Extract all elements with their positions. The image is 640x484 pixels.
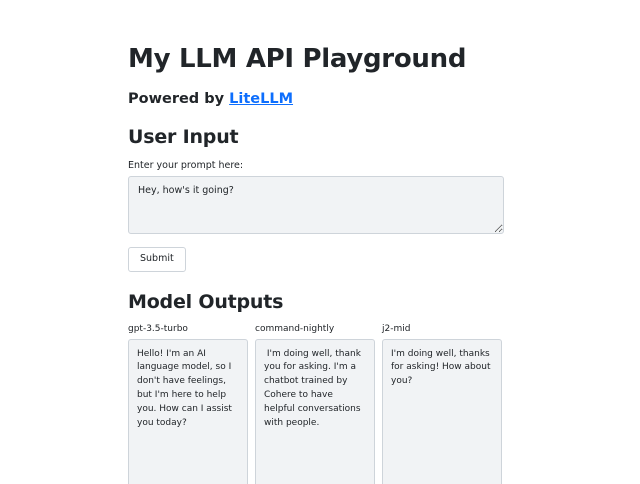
output-label-gpt-3-5-turbo: gpt-3.5-turbo	[128, 323, 188, 334]
output-textarea-gpt-3-5-turbo[interactable]	[128, 339, 248, 484]
output-textarea-command-nightly[interactable]	[255, 339, 375, 484]
output-column-gpt-3-5-turbo	[128, 324, 248, 484]
submit-button[interactable]: Submit	[128, 247, 186, 271]
powered-by-text: Powered by	[128, 91, 230, 108]
powered-by-line	[128, 91, 504, 107]
output-textarea-j2-mid[interactable]	[382, 339, 502, 484]
submit-row	[128, 246, 504, 271]
page-title: My LLM API Playground	[128, 44, 467, 74]
model-outputs-heading: Model Outputs	[128, 290, 284, 313]
output-column-command-nightly	[255, 324, 375, 484]
user-input-heading: User Input	[128, 126, 239, 149]
content-container	[128, 0, 504, 484]
output-label-j2-mid: j2-mid	[382, 323, 411, 334]
prompt-input[interactable]	[128, 176, 504, 234]
litellm-link[interactable]: LiteLLM	[229, 91, 294, 108]
prompt-label: Enter your prompt here:	[128, 160, 244, 172]
output-label-command-nightly: command-nightly	[255, 323, 335, 334]
model-outputs-row	[128, 324, 504, 484]
output-column-j2-mid	[382, 324, 502, 484]
